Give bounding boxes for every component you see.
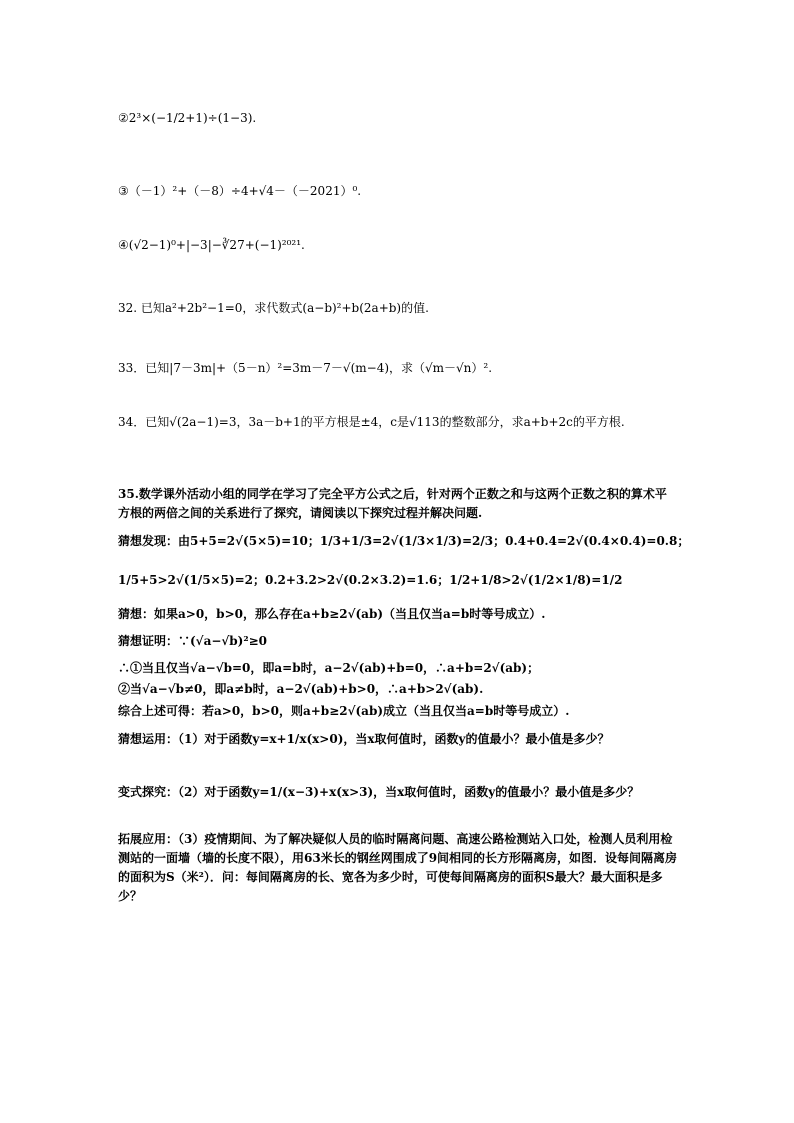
- guess-statement: 猜想：如果a>0，b>0，那么存在a+b≥2√(ab)（当且仅当a=b时等号成立）.: [118, 607, 546, 621]
- question-35-intro: 35.数学课外活动小组的同学在学习了完全平方公式之后，针对两个正数之和与这两个正数之积的算术平方根的两倍之间的关系进行了探究，请阅读以下探究过程并解决问题.: [118, 487, 667, 520]
- proof-case-1: ∴①当且仅当√a−√b=0，即a=b时，a−2√(ab)+b=0，∴a+b=2√(ab)；: [118, 661, 540, 675]
- guess-discovery-line-2: 1/5+5>2√(1/5×5)=2；0.2+3.2>2√(0.2×3.2)=1.6；1/2+1/8>2√(1/2×1/8)=1/2: [118, 573, 623, 587]
- proof-summary: 综合上述可得：若a>0，b>0，则a+b≥2√(ab)成立（当且仅当a=b时等号成立）.: [118, 704, 570, 718]
- problem-item-3: ③（－1）²+（－8）÷4+√4－（－2021）⁰.: [118, 184, 362, 198]
- guess-proof: 猜想证明：∵(√a−√b)²≥0: [118, 634, 268, 648]
- question-33: 33．已知|7－3m|+（5－n）²=3m－7－√(m−4)，求（√m－√n）².: [118, 361, 493, 375]
- question-34: 34．已知√(2a−1)=3，3a－b+1的平方根是±4，c是√113的整数部分，求a+b+2c的平方根.: [118, 415, 625, 429]
- variant-exploration: 变式探究：（2）对于函数y=1/(x−3)+x(x>3)，当x取何值时，函数y的值最小？最小值是多少？: [118, 785, 640, 799]
- problem-item-2: ②2³×(−1/2+1)÷(1−3).: [118, 111, 257, 125]
- question-32: 32. 已知a²+2b²−1=0，求代数式(a−b)²+b(2a+b)的值.: [118, 301, 429, 315]
- extension-application: 拓展应用：（3）疫情期间、为了解决疑似人员的临时隔离问题、高速公路检测站入口处，检测人员利用检测站的一面墙（墙的长度不限），用63米长的钢丝网围成了9间相同的长方形隔离房，如图．设每间隔离房的面积为S（米²）．问：每间隔离房的长、宽各为多少时，可使每间隔离房的面积S最大？最大面积是多少？: [118, 832, 678, 903]
- guess-application: 猜想运用：（1）对于函数y=x+1/x(x>0)，当x取何值时，函数y的值最小？最小值是多少？: [118, 732, 610, 746]
- guess-discovery-line-1: 猜想发现：由5+5=2√(5×5)=10；1/3+1/3=2√(1/3×1/3)=2/3；0.4+0.4=2√(0.4×0.4)=0.8；: [118, 534, 690, 548]
- problem-item-4: ④(√2−1)⁰+|−3|−∛27+(−1)²⁰²¹.: [118, 238, 305, 252]
- proof-case-2: ②当√a−√b≠0，即a≠b时，a−2√(ab)+b>0，∴a+b>2√(ab).: [118, 682, 484, 696]
